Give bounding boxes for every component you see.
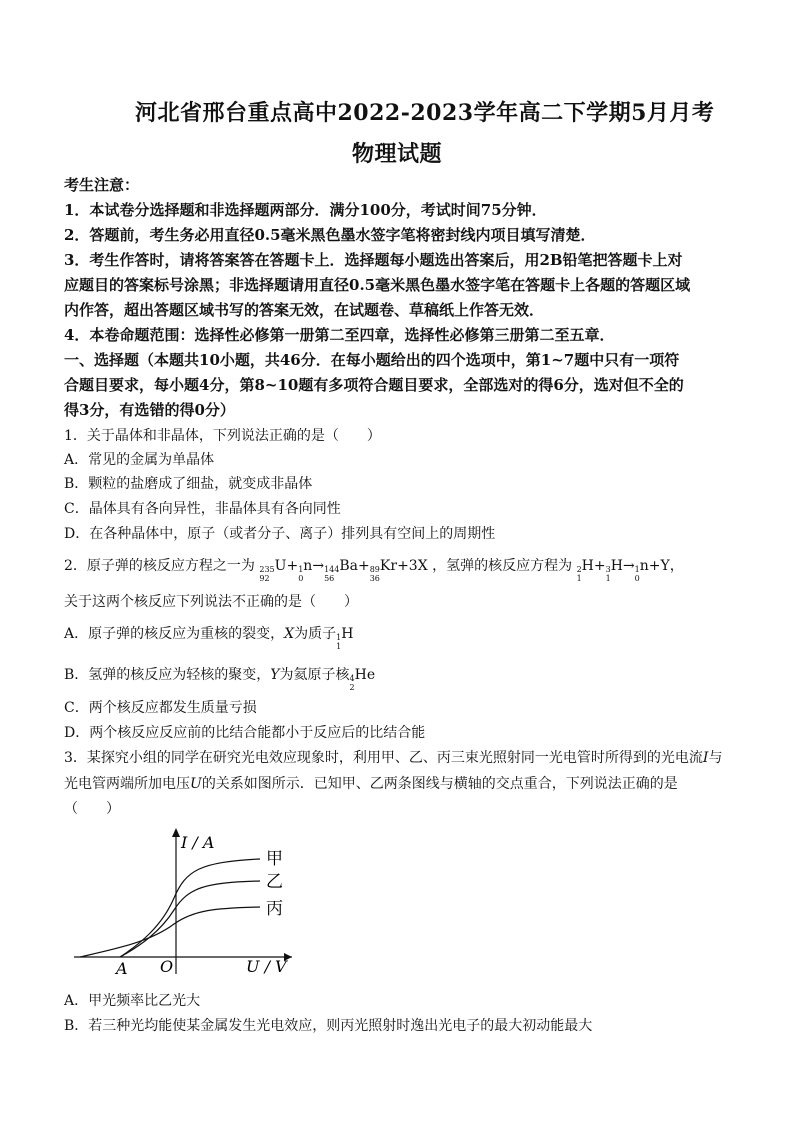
curve-label-bing: 丙 [266, 899, 283, 919]
notice-item-1: 1．本试卷分选择题和非选择题两部分．满分100分，考试时间75分钟． [64, 201, 547, 219]
q1-option-d: D．在各种晶体中，原子（或者分子、离子）排列具有空间上的周期性 [64, 526, 496, 542]
q2-stem-2: 关于这两个核反应下列说法不正确的是（ ） [64, 594, 358, 610]
curve-bing [80, 907, 260, 957]
notice-item-3-cont: 应题目的答案标号涂黑；非选择题请用直径0.5毫米黑色墨水签字笔在答题卡上各题的答题区域 [64, 276, 691, 294]
page-title: 河北省邢台重点高中2022-2023学年高二下学期5月月考 [135, 100, 715, 126]
q2-option-d: D．两个核反应反应前的比结合能都小于反应后的比结合能 [64, 725, 426, 741]
notice-item-3-cont2: 内作答，超出答题区域书写的答案无效，在试题卷、草稿纸上作答无效． [64, 301, 545, 319]
q3-stem-line1: 3．某探究小组的同学在研究光电效应现象时，利用甲、乙、丙三束光照射同一光电管时所得到的光电流I与 [64, 750, 723, 766]
fusion-equation: 2 1 H+ 3 1 H→ 1 0 n+Y， [576, 558, 684, 583]
curve-yi [120, 881, 260, 957]
q3-option-a: A．甲光频率比乙光大 [64, 993, 201, 1009]
page-subtitle: 物理试题 [352, 141, 443, 167]
q1-option-a: A．常见的金属为单晶体 [64, 452, 215, 468]
notice-item-4: 4．本卷命题范围：选择性必修第一册第二至四章，选择性必修第三册第二至五章． [64, 326, 615, 344]
fission-equation: 235 92 U+ 1 0 n→ 144 56 Ba+ 89 36 Kr+3X [259, 558, 428, 583]
section-heading: 一、选择题（本题共10小题，共46分．在每小题给出的四个选项中，第1~7题中只有一项符 [64, 351, 680, 369]
notice-heading: 考生注意： [64, 176, 140, 194]
y-axis-arrow-icon [172, 828, 180, 837]
q1-option-b: B．颗粒的盐磨成了细盐，就变成非晶体 [64, 476, 313, 492]
q2-stem-prefix: 2．原子弹的核反应方程之一为 [64, 558, 255, 574]
section-heading-cont: 合题目要求，每小题4分，第8~10题有多项符合题目要求，全部选对的得6分，选对但不全的 [64, 376, 684, 394]
origin-label: O [160, 957, 174, 976]
curve-label-jia: 甲 [266, 849, 283, 869]
point-a-label: A [116, 959, 128, 976]
y-axis-label: I / A [181, 833, 215, 852]
q3-option-b: B．若三种光均能使某金属发生光电效应，则丙光照射时逸出光电子的最大初动能最大 [64, 1018, 593, 1034]
q2-option-c: C．两个核反应都发生质量亏损 [64, 700, 257, 716]
q1-option-c: C．晶体具有各向异性，非晶体具有各向同性 [64, 501, 341, 517]
q2-stem-mid: ，氢弹的核反应方程为 [432, 558, 573, 574]
q2-option-b: B．氢弹的核反应为轻核的聚变，Y为氦原子核 4 2 He [64, 667, 376, 692]
notice-item-3: 3．考生作答时，请将答案答在答题卡上．选择题每小题选出答案后，用2B铅笔把答题卡上对 [64, 251, 683, 269]
photoelectric-iu-graph [70, 826, 300, 976]
q3-stem-line2: 光电管两端所加电压U的关系如图所示．已知甲、乙两条图线与横轴的交点重合，下列说法正确的是 [64, 776, 678, 792]
section-heading-cont2: 得3分，有选错的得0分） [64, 401, 235, 419]
notice-item-2: 2．答题前，考生务必用直径0.5毫米黑色墨水签字笔将密封线内项目填写清楚． [64, 226, 596, 244]
curve-label-yi: 乙 [266, 872, 283, 892]
q2-option-a: A．原子弹的核反应为重核的裂变，X为质子 1 1 H [64, 626, 354, 651]
q3-stem-line3: （ ） [64, 801, 120, 817]
q1-stem: 1．关于晶体和非晶体，下列说法正确的是（ ） [64, 428, 381, 444]
q2-stem [64, 555, 684, 583]
x-axis-label: U / V [246, 957, 287, 976]
